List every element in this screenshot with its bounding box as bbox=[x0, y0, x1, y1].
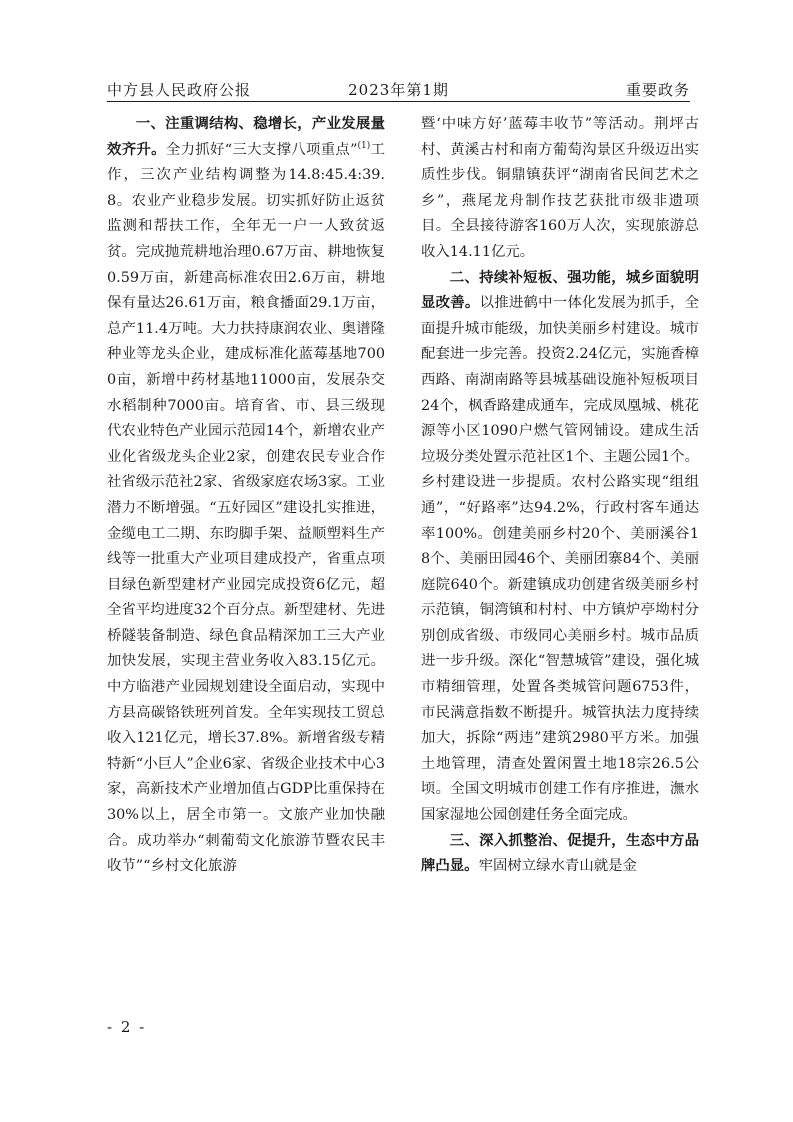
issue-number: 2023年第1期 bbox=[348, 81, 449, 99]
header-divider bbox=[107, 101, 690, 102]
section-heading-3: 三、深入抓整治、促提升，生态中方品牌凸显。 bbox=[421, 832, 699, 875]
page-header bbox=[107, 76, 690, 102]
body-text: 全力抓好“三大支撑八项重点” bbox=[165, 141, 358, 158]
page-number: - 2 - bbox=[107, 1018, 147, 1036]
bulletin-title: 中方县人民政府公报 bbox=[107, 81, 252, 99]
paragraph-industry bbox=[107, 112, 385, 880]
body-text: 以推进鹤中一体化发展为抓手，全面提升城市能级，加快美丽乡村建设。城市配套进一步完善。投资2.24亿元，实施香樟西路、南湖南路等县城基础设施补短板项目24个，枫香路建成通车，完成凤凰城、桃花源等小区1090户燃气管网铺设。建成生活垃圾分类处置示范社区1个、主题公园1个。乡村建设进一步提质。农村公路实现“组组通”，“好路率”达94.2%，行政村客车通达率100%。创建美丽乡村20个、美丽溪谷18个、美丽田园46个、美丽团寨84个、美丽庭院640个。新建镇成功创建省级美丽乡村示范镇，铜湾镇和村村、中方镇炉亭坳村分别创成省级、市级同心美丽乡村。城市品质进一步升级。深化“智慧城管”建设，强化城市精细管理，处置各类城管问题6753件，市民满意指数不断提升。城管执法力度持续加大，拆除“两违”建筑2980平方米。加强土地管理，清查处置闲置土地18宗26.5公顷。全国文明城市创建工作有序推进，潕水国家湿地公园创建任务全面完成。 bbox=[421, 295, 699, 824]
paragraph-ecology bbox=[421, 829, 699, 880]
footnote-marker: (1) bbox=[357, 140, 371, 151]
right-column bbox=[421, 112, 699, 880]
section-heading-2: 二、持续补短板、强功能，城乡面貌明显改善。 bbox=[421, 269, 699, 312]
left-column bbox=[107, 112, 385, 880]
body-text: 牢固树立绿水青山就是金 bbox=[478, 858, 637, 875]
section-name: 重要政务 bbox=[625, 81, 690, 99]
paragraph-urban-rural bbox=[421, 266, 699, 829]
body-text: 工作，三次产业结构调整为14.8:45.4:39.8。农业产业稳步发展。切实抓好防止返贫监测和帮扶工作，全年无一户一人致贫返贫。完成抛荒耕地治理0.67万亩、耕地恢复0.59万亩，新建高标准农田2.6万亩，耕地保有量达26.61万亩，粮食播面29.1万亩，总产11.4万吨。大力扶持康润农业、奥谱隆种业等龙头企业，建成标准化蓝莓基地7000亩，新增中药材基地11000亩，发展杂交水稻制种7000亩。培育省、市、县三级现代农业特色产业园示范园14个，新增农业产业化省级龙头企业2家，创建农民专业合作社省级示范社2家、省级家庭农场3家。工业潜力不断增强。“五好园区”建设扎实推进，金缆电工二期、东昀脚手架、益顺塑料生产线等一批重大产业项目建成投产，省重点项目绿色新型建材产业园完成投资6亿元，超全省平均进度32个百分点。新型建材、先进桥隧装备制造、绿色食品精深加工三大产业加快发展，实现主营业务收入83.15亿元。中方临港产业园规划建设全面启动，实现中方县高碳铬铁班列首发。全年实现技工贸总收入121亿元，增长37.8%。新增省级专精特新“小巨人”企业6家、省级企业技术中心3家，高新技术产业增加值占GDP比重保持在30%以上，居全市第一。文旅产业加快融合。成功举办“刺葡萄文化旅游节暨农民丰收节”“乡村文化旅游 bbox=[107, 141, 385, 875]
paragraph-continued: 暨‘中味方好’蓝莓丰收节”等活动。荆坪古村、黄溪古村和南方葡萄沟景区升级迈出实质性步伐。铜鼎镇获评“湖南省民间艺术之乡”，燕尾龙舟制作技艺获批市级非遗项目。全县接待游客160万人次，实现旅游总收入14.11亿元。 bbox=[421, 116, 699, 260]
section-heading-1: 一、注重调结构、稳增长，产业发展量效齐升。 bbox=[107, 116, 385, 158]
